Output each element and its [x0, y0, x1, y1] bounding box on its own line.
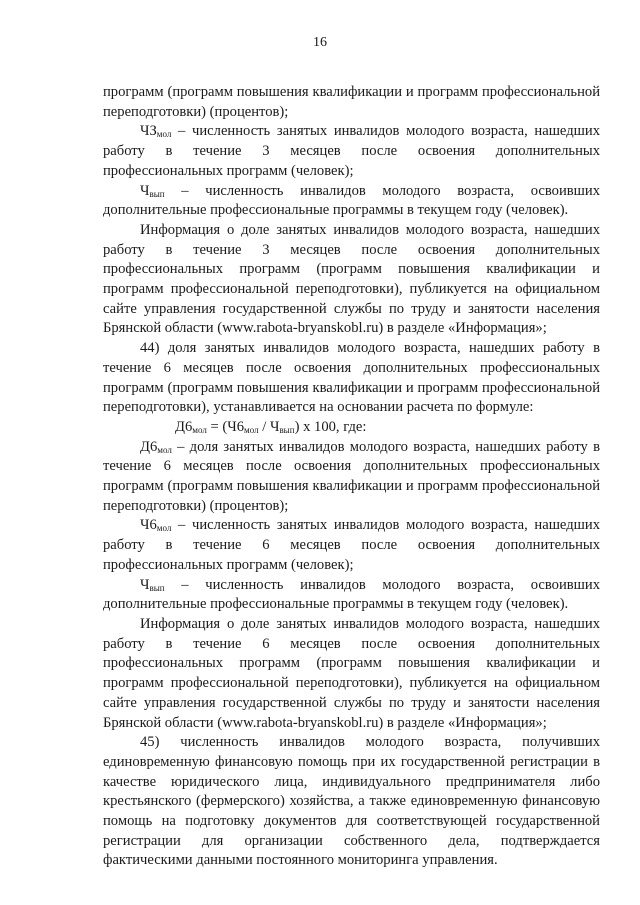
- subscript-mol: мол: [156, 523, 172, 534]
- symbol-ch: Ч: [140, 576, 150, 593]
- definition-text: – доля занятых инвалидов молодого возраста, нашедших работу в течение 6 месяцев после освоения дополнительных профессиональных программ (программ повышения квалификации и программ профессиональной переподготовки) (процентов);: [103, 438, 600, 514]
- item-45: 45) численность инвалидов молодого возраста, получивших единовременную финансовую помощь при их государственной регистрации в качестве юридического лица, индивидуального предпринимателя либо крестьянского (фермерского) хозяйства, а также единовременную финансовую помощь на подготовку документов для соответствующей государственной регистрации для организации собственного дела, подтверждается фактическими данными постоянного мониторинга управления.: [103, 734, 600, 869]
- document-body: [103, 83, 600, 871]
- info-paragraph-3-months: Информация о доле занятых инвалидов молодого возраста, нашедших работу в течение 3 месяцев после освоения дополнительных профессиональных программ (программ повышения квалификации и программ профессиональной переподготовки), публикуется на официальном сайте управления государственной службы по труду и занятости населения Брянской области (www.rabota-bryanskobl.ru) в разделе «Информация»;: [103, 221, 600, 337]
- item-44: 44) доля занятых инвалидов молодого возраста, нашедших работу в течение 6 месяцев после освоения дополнительных профессиональных программ (программ повышения квалификации и программ профессиональной переподготовки), устанавливается на основании расчета по формуле:: [103, 340, 600, 416]
- definition-text: – численность занятых инвалидов молодого возраста, нашедших работу в течение 6 месяцев после освоения дополнительных профессиональных программ (человек);: [103, 517, 600, 573]
- paragraph-continuation: программ (программ повышения квалификации и программ профессиональной переподготовки) (процентов);: [103, 84, 600, 120]
- definition-ch3-mol: [103, 122, 600, 181]
- page-number: 16: [313, 35, 327, 50]
- subscript-vyp: вып: [149, 582, 165, 593]
- subscript-mol: мол: [156, 129, 172, 140]
- symbol-ch6: Ч6: [140, 517, 157, 534]
- subscript-mol: мол: [157, 444, 172, 455]
- definition-d6-mol: [103, 438, 600, 517]
- definition-text: – численность инвалидов молодого возраста, освоивших дополнительные профессиональные программы в текущем году (человек).: [103, 576, 600, 613]
- symbol-d6: Д6: [140, 438, 158, 455]
- symbol-ch: Ч: [140, 182, 150, 199]
- definition-text: – численность инвалидов молодого возраста, освоивших дополнительные профессиональные программы в текущем году (человек).: [103, 182, 600, 219]
- definition-ch-vyp-2: [103, 576, 600, 615]
- definition-text: – численность занятых инвалидов молодого возраста, нашедших работу в течение 3 месяцев после освоения дополнительных профессиональных программ (человек);: [103, 123, 600, 179]
- definition-ch6-mol: [103, 516, 600, 575]
- symbol-ch3: ЧЗ: [140, 123, 157, 140]
- subscript-vyp: вып: [149, 188, 165, 199]
- info-paragraph-6-months: Информация о доле занятых инвалидов молодого возраста, нашедших работу в течение 6 месяцев после освоения дополнительных профессиональных программ (программ повышения квалификации и программ профессиональной переподготовки), публикуется на официальном сайте управления государственной службы по труду и занятости населения Брянской области (www.rabota-bryanskobl.ru) в разделе «Информация»;: [103, 615, 600, 731]
- definition-ch-vyp: [103, 182, 600, 221]
- formula: $Д6_{мол} = (Ч6_{мол} / Ч_{вып})$ х 100, где:: [175, 418, 367, 435]
